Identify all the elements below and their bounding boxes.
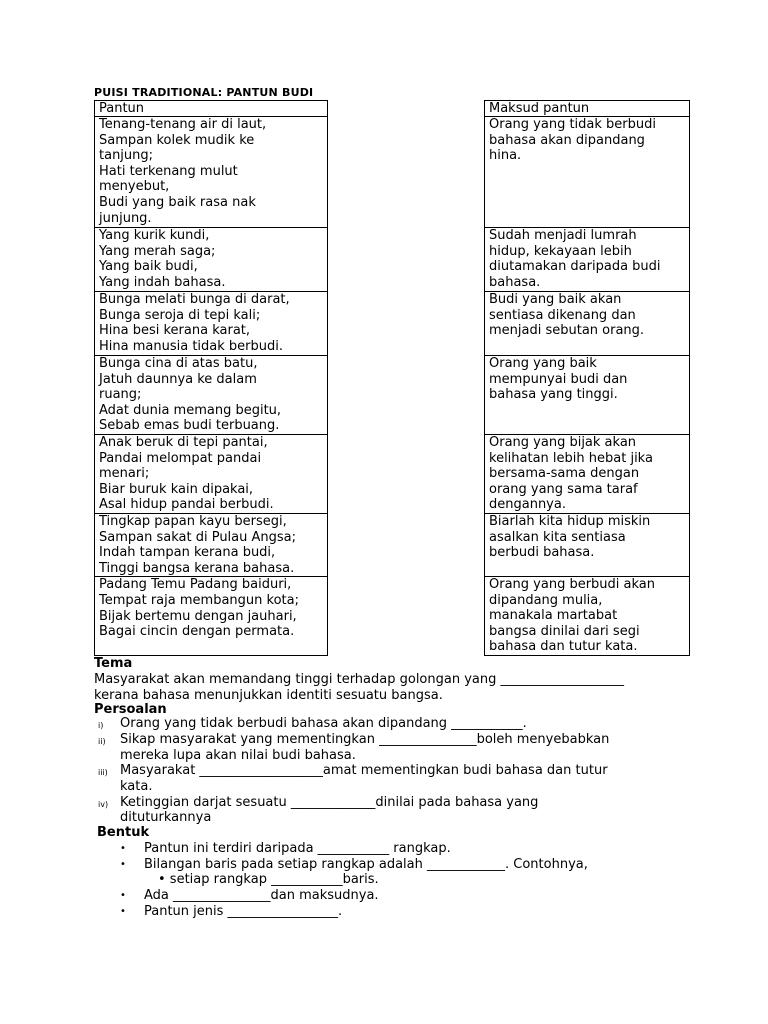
pantun-table [94, 100, 328, 656]
pantun-cell: Padang Temu Padang baiduri, Tempat raja membangun kota; Bijak bertemu dengan jauhari, Bagai cincin dengan permata. [95, 577, 328, 656]
bentuk-line: Pantun ini terdiri daripada ___________ rangkap. [144, 841, 451, 856]
persoalan-line: mereka lupa akan nilai budi bahasa. [120, 748, 356, 763]
bentuk-line: Bilangan baris pada setiap rangkap adalah ____________. Contohnya, [144, 857, 588, 872]
item-number: ii) [98, 737, 106, 746]
maksud-cell: Biarlah kita hidup miskin asalkan kita sentiasa berbudi bahasa. [485, 514, 690, 577]
persoalan-line: Orang yang tidak berbudi bahasa akan dipandang ___________. [120, 716, 527, 731]
pantun-cell: Bunga cina di atas batu, Jatuh daunnya ke dalam ruang; Adat dunia memang begitu, Sebab emas budi terbuang. [95, 356, 328, 435]
persoalan-line: kata. [120, 779, 153, 794]
item-number: iv) [98, 800, 109, 809]
maksud-cell: Sudah menjadi lumrah hidup, kekayaan lebih diutamakan daripada budi bahasa. [485, 228, 690, 292]
persoalan-line: Sikap masyarakat yang mementingkan _______________boleh menyebabkan [120, 732, 610, 747]
pantun-cell: Tingkap papan kayu bersegi, Sampan sakat di Pulau Angsa; Indah tampan kerana budi, Tinggi bangsa kerana bahasa. [95, 514, 328, 577]
pantun-cell: Bunga melati bunga di darat, Bunga seroja di tepi kali; Hina besi kerana karat, Hina manusia tidak berbudi. [95, 292, 328, 356]
pantun-header: Pantun [95, 101, 328, 117]
maksud-table [484, 100, 690, 656]
bullet-icon: • [120, 890, 126, 901]
maksud-cell: Orang yang tidak berbudi bahasa akan dipandang hina. [485, 117, 690, 228]
maksud-cell: Orang yang baik mempunyai budi dan bahasa yang tinggi. [485, 356, 690, 435]
bentuk-title: Bentuk [97, 825, 150, 840]
tema-line: kerana bahasa menunjukkan identiti sesuatu bangsa. [94, 688, 443, 703]
tema-title: Tema [94, 656, 133, 671]
bullet-icon: • [120, 843, 126, 854]
pantun-cell: Anak beruk di tepi pantai, Pandai melompat pandai menari; Biar buruk kain dipakai, Asal hidup pandai berbudi. [95, 435, 328, 514]
persoalan-title: Persoalan [94, 702, 167, 717]
maksud-cell: Orang yang berbudi akan dipandang mulia, manakala martabat bangsa dinilai dari segi bahasa dan tutur kata. [485, 577, 690, 656]
persoalan-line: Masyarakat ___________________amat mementingkan budi bahasa dan tutur [120, 763, 608, 778]
bullet-icon: • [120, 906, 126, 917]
maksud-header: Maksud pantun [485, 101, 690, 117]
bentuk-sub-line: • setiap rangkap ___________baris. [158, 872, 379, 887]
maksud-cell: Orang yang bijak akan kelihatan lebih hebat jika bersama-sama dengan orang yang sama taraf dengannya. [485, 435, 690, 514]
item-number: i) [98, 721, 104, 730]
persoalan-line: dituturkannya [120, 810, 212, 825]
maksud-cell: Budi yang baik akan sentiasa dikenang dan menjadi sebutan orang. [485, 292, 690, 356]
bullet-icon: • [120, 859, 126, 870]
tema-line: Masyarakat akan memandang tinggi terhadap golongan yang ___________________ [94, 672, 624, 687]
pantun-cell: Yang kurik kundi, Yang merah saga; Yang baik budi, Yang indah bahasa. [95, 228, 328, 292]
bentuk-line: Pantun jenis _________________. [144, 904, 343, 919]
page-title: PUISI TRADITIONAL: PANTUN BUDI [94, 86, 314, 99]
persoalan-line: Ketinggian darjat sesuatu _____________dinilai pada bahasa yang [120, 795, 539, 810]
pantun-cell: Tenang-tenang air di laut, Sampan kolek mudik ke tanjung; Hati terkenang mulut menyebut, Budi yang baik rasa nak junjung. [95, 117, 328, 228]
item-number: iii) [98, 768, 108, 777]
bentuk-line: Ada _______________dan maksudnya. [144, 888, 379, 903]
